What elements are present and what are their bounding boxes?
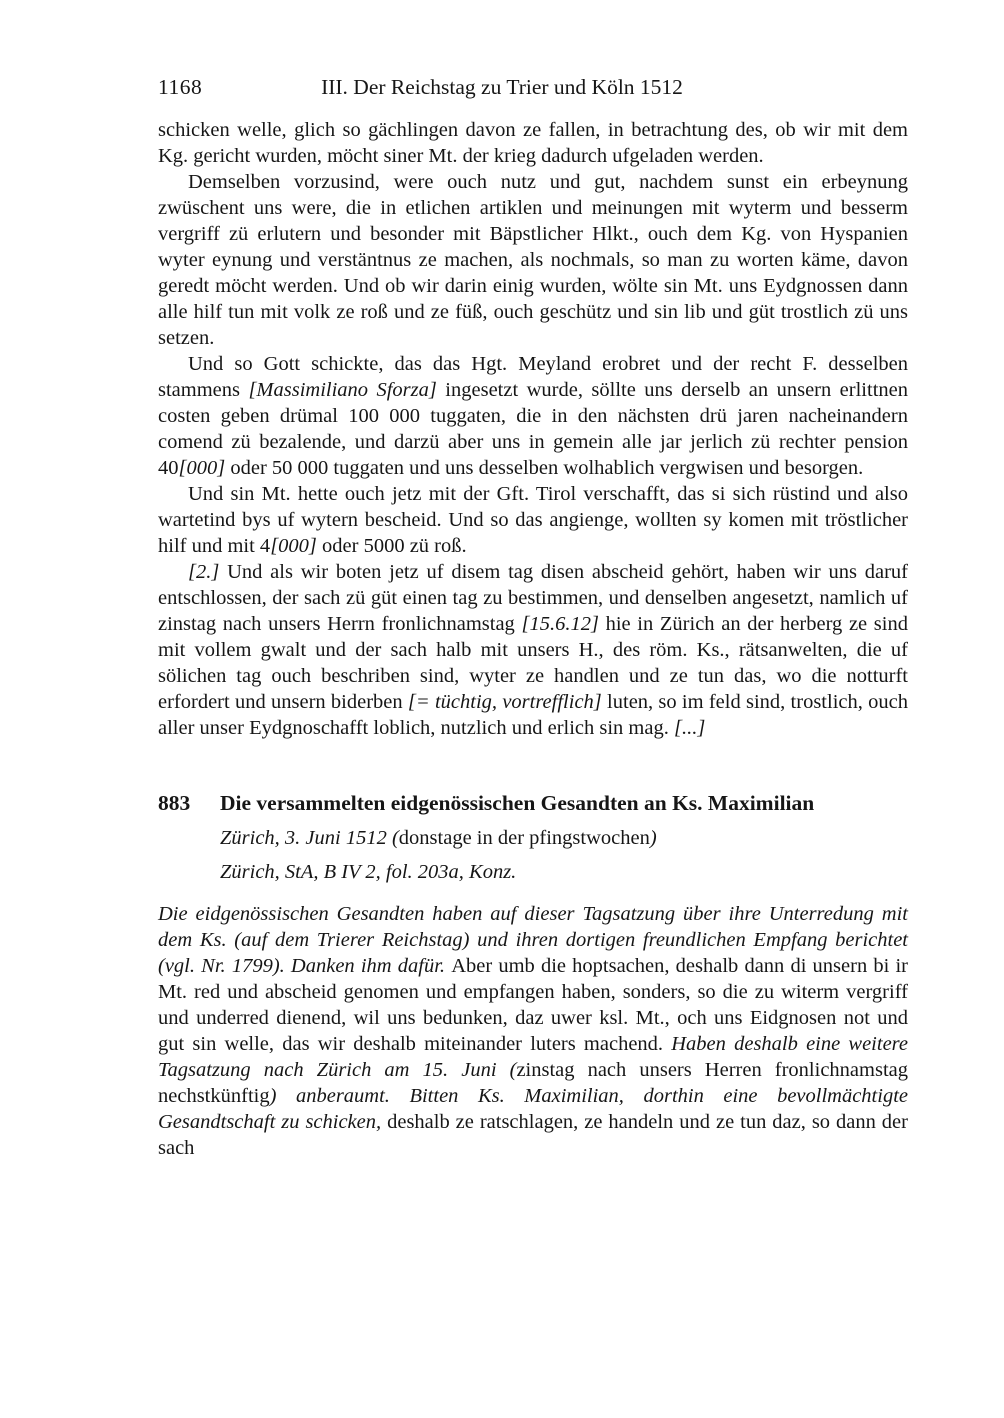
italic-text-run: [= tüchtig, vortrefflich] [407, 691, 602, 713]
page-header [0, 74, 1004, 102]
text-run: Und als wir boten jetz uf disem tag disen abscheid gehört, haben wir uns daruf entschlossen, der sach zü güt einen tag zu bestimmen, und denselben angesetzt, namlich uf zinstag nach unsers Herrn fronlichnamstag [158, 561, 908, 635]
paragraph [158, 169, 908, 351]
text-run: Und so Gott schickte, das das Hgt. Meyland erobret und der recht F. desselben stammens [158, 353, 908, 401]
italic-text-run: [...] [673, 717, 706, 739]
italic-text-run: ) [649, 827, 657, 849]
text-run: hie in Zürich an der herberg ze sind mit vollem gwalt und der sach halb mit unsers H., des röm. Ks., rätsanwelten, die uf sölichen tag ouch beschriben sind, wyter ze handlen und ze tun das, wo die notturft erfordert und unsern biderben [158, 613, 908, 713]
text-run: schicken welle, glich so gächlingen davon ze fallen, in betrachtung des, ob wir mit dem Kg. gericht wurden, möcht siner Mt. der krieg dadurch ufgeladen werden. [158, 119, 908, 167]
italic-text-run: [2.] [188, 561, 220, 583]
entry-source-line [220, 860, 908, 885]
text-run: oder 50 000 tuggaten und uns desselben wolhablich vergwisen und besorgen. [225, 457, 864, 479]
italic-text-run: [15.6.12] [521, 613, 599, 635]
text-run: zinstag nach unsers Herren fronlichnamstag nechstkünftig [158, 1059, 908, 1107]
text-run: oder 5000 zü roß. [316, 535, 467, 557]
italic-text-run: Haben deshalb eine weitere Tagsatzung nach Zürich am 15. Juni ( [158, 1033, 908, 1081]
text-run: ingesetzt wurde, söllte uns derselb an unsern erlittnen costen geben drümal 100 000 tuggaten, die in den nächsten drü jaren nacheinandern comend zü bezalende, und darzü aber uns in gemein alle jar jerlich zü rechter pension 40 [158, 379, 908, 479]
paragraph [158, 481, 908, 559]
entry-heading [158, 789, 908, 817]
italic-text-run: [000] [178, 457, 226, 479]
text-run: Aber umb die hoptsachen, deshalb dann di unsern bi ir Mt. red und abscheid genomen und empfangen haben, sonders, so die zu witerm vergriff und underred dienend, wil uns bedunken, daz uwer ksl. Mt., och uns Eidgnosen not und gut sin welle, das wir deshalb miteinander luters machend. [158, 955, 908, 1055]
entry-number: 883 [158, 791, 191, 815]
paragraph [158, 351, 908, 481]
running-head: III. Der Reichstag zu Trier und Köln 1512 [321, 75, 683, 99]
text-column [158, 117, 908, 1161]
text-run: donstage in der pfingstwochen [398, 827, 650, 849]
text-run: Demselben vorzusind, were ouch nutz und gut, nachdem sunst ein erbeynung zwüschent uns were, die in etlichen artiklen und meinungen mit wyterm und besserm vergriff zü erlutern und besonder mit Bäpstlicher Hlkt., ouch dem Kg. von Hyspanien wyter eynung und verstäntnus ze machen, als nochmals, so man zu worten käme, davon geredt möcht werden. Und ob wir darin einig wurden, wölte sin Mt. uns Eydgnossen dann alle hilf tun mit volk ze roß und ze füß, ouch geschütz und sin lib und güt trostlich zü uns setzen. [158, 171, 908, 349]
paragraph-continuation [158, 117, 908, 169]
text-run: deshalb ze ratschlagen, ze handeln und ze tun daz, so dann der sach [158, 1111, 908, 1159]
italic-text-run: Zürich, 3. Juni 1512 ( [220, 827, 399, 849]
text-run: luten, so im feld sind, trostlich, ouch aller unser Eydgnoschafft loblich, nutzlich und erlich sin mag. [158, 691, 908, 739]
italic-text-run: Zürich, StA, B IV 2, fol. 203a, Konz. [220, 861, 517, 883]
italic-text-run: [000] [270, 535, 317, 557]
entry-abstract [158, 901, 908, 1161]
italic-text-run: Die eidgenössischen Gesandten haben auf dieser Tagsatzung über ihre Unterredung mit dem Ks. (auf dem Trierer Reichstag) und ihren dortigen freundlichen Empfang berichtet (vgl. Nr. 1799). Danken ihm dafür. [158, 903, 908, 977]
entry-title: Die versammelten eidgenössischen Gesandten an Ks. Maximilian [220, 791, 815, 815]
text-run: Und sin Mt. hette ouch jetz mit der Gft. Tirol verschafft, das si sich rüstind und also wartetind bys uf wytern bescheid. Und so das angienge, wollten sy komen mit tröstlicher hilf und mit 4 [158, 483, 908, 557]
italic-text-run: ) anberaumt. Bitten Ks. Maximilian, dorthin eine bevollmächtigte Gesandtschaft zu schicken, [158, 1085, 908, 1133]
paragraph [158, 559, 908, 741]
italic-text-run: [Massimiliano Sforza] [248, 379, 437, 401]
entry-dateline [220, 826, 908, 851]
page-number: 1168 [158, 75, 203, 99]
